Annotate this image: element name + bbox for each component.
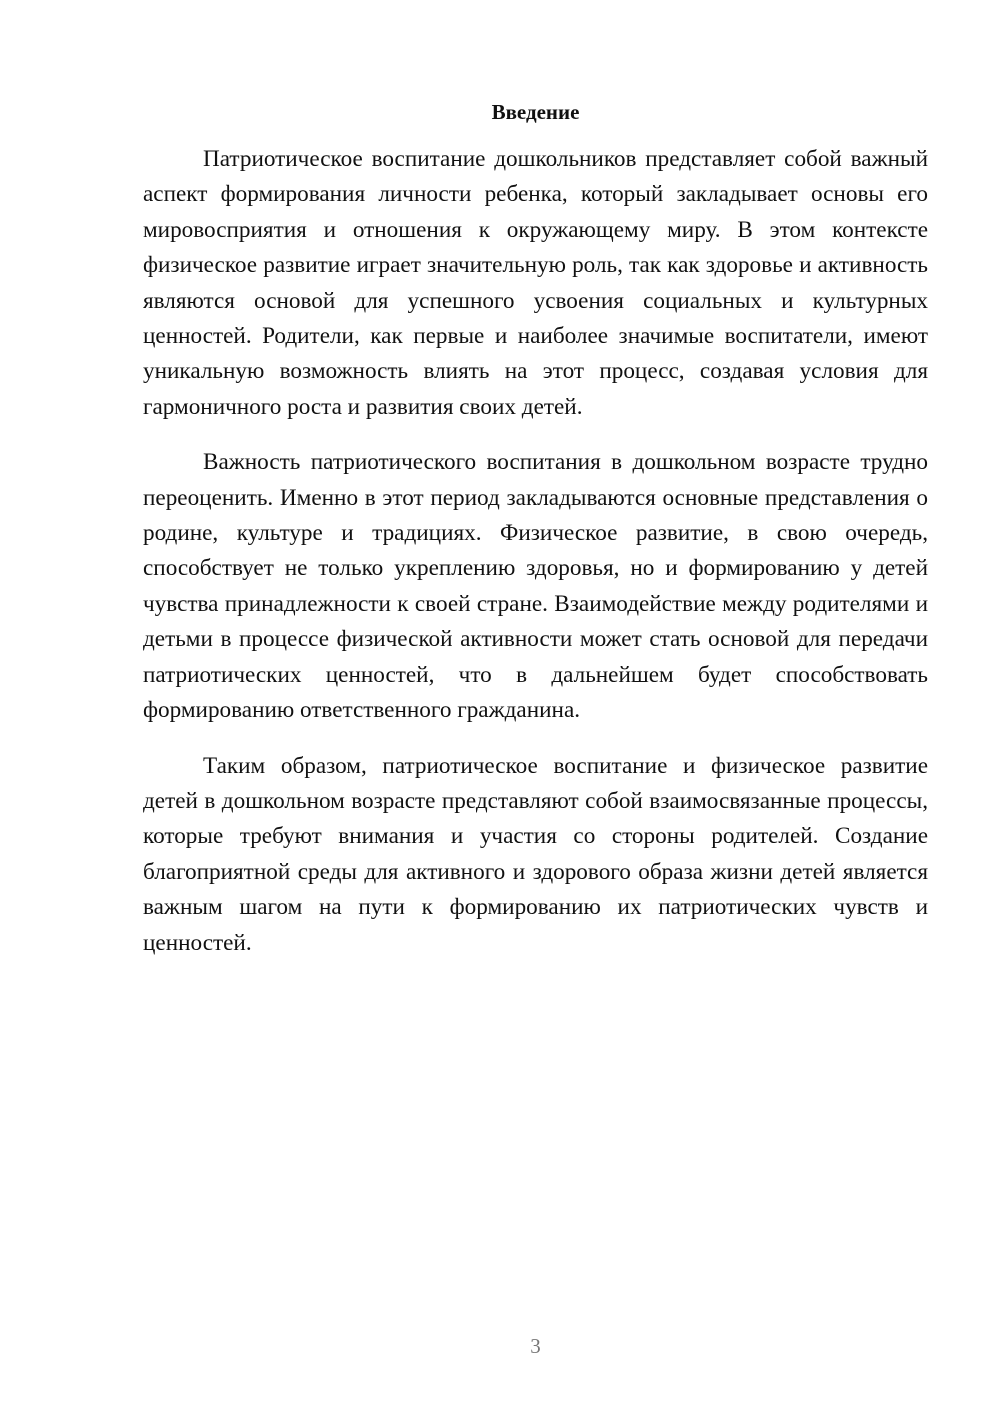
document-title: Введение — [491, 100, 580, 124]
paragraph-3: Таким образом, патриотическое воспитание и физическое развитие детей в дошкольном возрасте представляют собой взаимосвязанные процессы, которые требуют внимания и участия со стороны родителей. Создание благоприятной среды для активного и здорового образа жизни детей является важным шагом на пути к формированию их патриотических чувств и ценностей. — [143, 752, 928, 956]
paragraph-1: Патриотическое воспитание дошкольников представляет собой важный аспект формирования личности ребенка, который закладывает основы его мировосприятия и отношения к окружающему миру. В этом контексте физическое развитие играет значительную роль, так как здоровье и активность являются основой для успешного усвоения социальных и культурных ценностей. Родители, как первые и наиболее значимые воспитатели, имеют уникальную возможность влиять на этот процесс, создавая условия для гармоничного роста и развития своих детей. — [143, 146, 928, 420]
page-number: 3 — [530, 1334, 541, 1358]
paragraph-2: Важность патриотического воспитания в дошкольном возрасте трудно переоценить. Именно в этот период закладываются основные представления о родине, культуре и традициях. Физическое развитие, в свою очередь, способствует не только укреплению здоровья, но и формированию у детей чувства принадлежности к своей стране. Взаимодействие между родителями и детьми в процессе физической активности может стать основой для передачи патриотических ценностей, что в дальнейшем будет способствовать формированию ответственного гражданина. — [143, 449, 928, 724]
document-body — [143, 142, 928, 981]
